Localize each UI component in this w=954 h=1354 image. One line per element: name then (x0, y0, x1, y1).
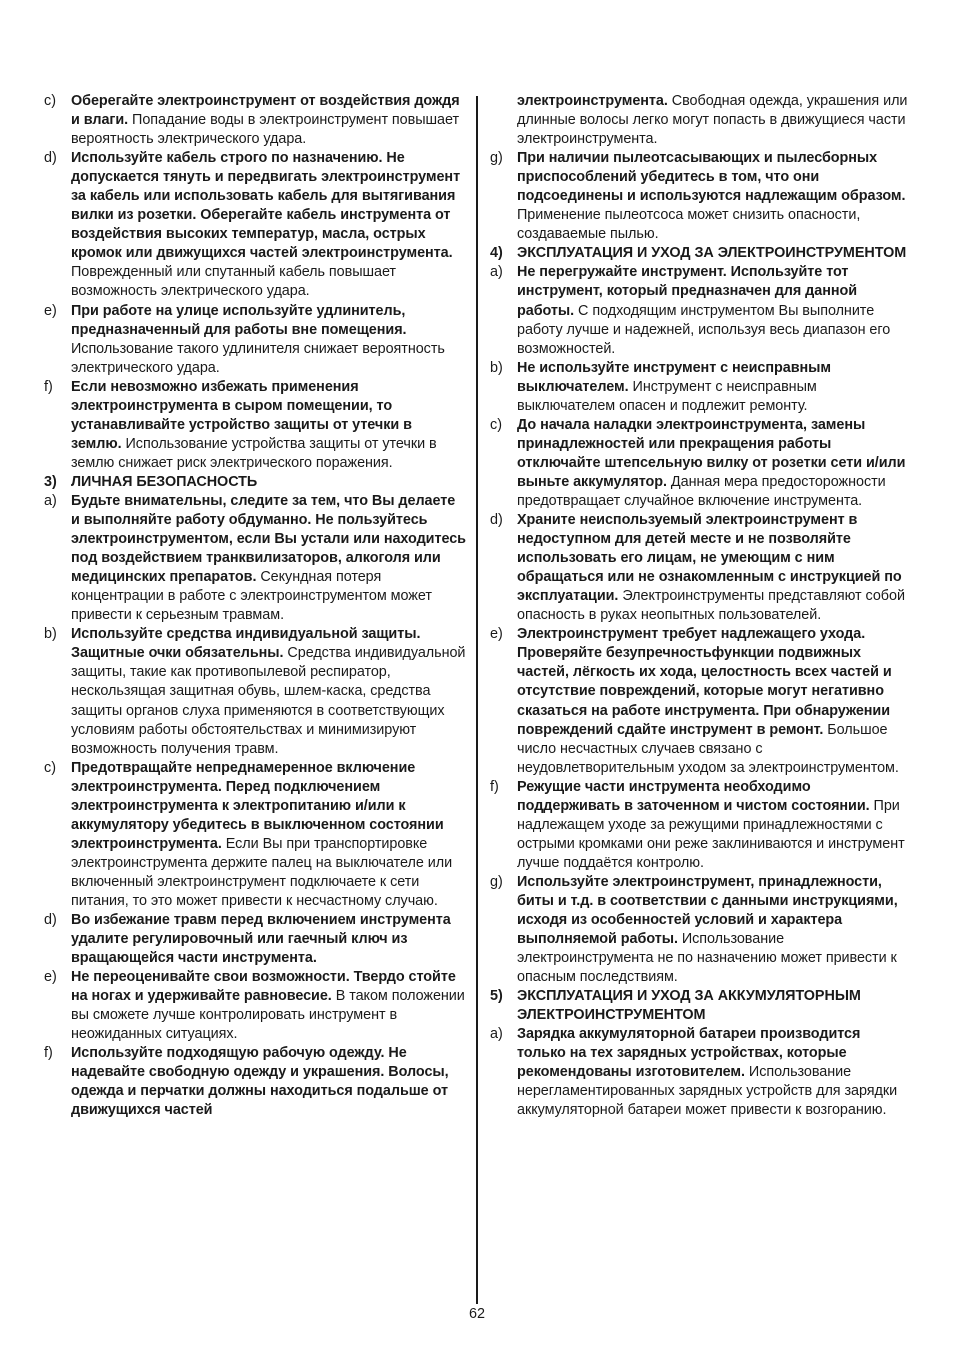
item-body-text: С подходящим инструментом Вы выполните работу лучше и надежней, используя весь диапазон его возможностей. (517, 302, 891, 357)
item-text (517, 873, 908, 987)
list-item (490, 149, 908, 244)
item-bold-text: ЛИЧНАЯ БЕЗОПАСНОСТЬ (71, 473, 258, 490)
item-label: 4) (490, 245, 503, 262)
item-bold-text: Зарядка аккумуляторной батареи производится только на тех зарядных устройствах, которые рекомендованы изготовителем. (517, 1026, 861, 1081)
item-bold-text: При работе на улице используйте удлинитель, предназначенный для работы вне помещения. (71, 302, 407, 338)
item-body-text: При надлежащем уходе за режущими принадлежностями с острыми кромками они реже заклиниваются и инструмент лучше поддаётся контролю. (517, 797, 905, 871)
item-label: g) (490, 150, 503, 167)
item-bold-text: Используйте средства индивидуальной защиты. Защитные очки обязательны. (71, 626, 421, 662)
item-bold-text: Во избежание травм перед включением инструмента удалите регулировочный или гаечный ключ из вращающейся части инструмента. (71, 912, 451, 967)
item-bold-text: Храните неиспользуемый электроинструмент в недоступном для детей месте и не позволяйте использовать его лицам, не умеющим с ним обращаться или не ознакомленным с инструкцией по эксплуатации. (517, 512, 902, 605)
item-label: a) (490, 1026, 503, 1043)
item-text (71, 968, 466, 1044)
item-bold-text: Режущие части инструмента необходимо поддерживать в заточенном и чистом состоянии. (517, 778, 870, 814)
section-heading (490, 987, 908, 1025)
item-body-text: Данная мера предосторожности предотвращает случайное включение инструмента. (517, 473, 886, 509)
item-text (517, 778, 908, 873)
item-body-text: Использование электроинструмента не по назначению может привести к опасным последствиям. (517, 931, 897, 986)
item-body-text: Поврежденный или спутанный кабель повышает возможность электрического удара. (71, 264, 396, 300)
item-bold-text: электроинструмента. (517, 93, 668, 109)
item-text (71, 149, 466, 301)
item-label: 3) (44, 473, 57, 490)
list-item (44, 492, 466, 625)
item-text (71, 625, 466, 758)
item-text (517, 149, 908, 244)
item-label: g) (490, 873, 503, 890)
item-bold-text: Если невозможно избежать применения электроинструмента в сыром помещении, то устанавливайте устройство защиты от утечки в землю. (71, 378, 412, 452)
list-item (490, 359, 908, 416)
item-label (490, 92, 517, 149)
item-bold-text: ЭКСПЛУАТАЦИЯ И УХОД ЗА АККУМУЛЯТОРНЫМ ЭЛЕКТРОИНСТРУМЕНТОМ (517, 988, 861, 1024)
item-bold-text: Предотвращайте непреднамеренное включение электроинструмента. Перед подключением электроинструмента к электропитанию и/или к аккумулятору убедитесь в выключенном состоянии электроинструмента. (71, 759, 444, 852)
item-body-text: Секундная потеря концентрации в работе с электроинструментом может привести к серьезным травмам. (71, 569, 432, 624)
list-item (490, 511, 908, 625)
item-bold-text: Используйте кабель строго по назначению. Не допускается тянуть и передвигать электроинструмент за кабель или использовать кабель для вытягивания вилки из розетки. Оберегайте кабель инструмента от воздействия высоких температур, масла, острых кромок или движущихся частей электроинструмента. (71, 150, 461, 262)
list-item (490, 778, 908, 873)
item-label: d) (44, 150, 57, 167)
right-column (490, 92, 908, 1121)
list-item (44, 968, 466, 1044)
item-body-text: Электроинструменты представляют собой опасность в руках неопытных пользователей. (517, 588, 905, 624)
item-body-text: Использование нерегламентированных зарядных устройств для зарядки аккумуляторной батареи может привести к возгоранию. (517, 1064, 898, 1119)
item-text (517, 1025, 908, 1120)
item-body-text: Инструмент с неисправным выключателем опасен и подлежит ремонту. (517, 378, 817, 414)
list-item (44, 625, 466, 758)
item-text (71, 759, 466, 911)
item-label: f) (44, 378, 53, 395)
item-body-text: Большое число несчастных случаев связано с неудовлетворительным уходом за электроинструментом. (517, 721, 899, 776)
item-text (517, 511, 908, 625)
item-bold-text: Не переоценивайте свои возможности. Твердо стойте на ногах и удерживайте равновесие. (71, 969, 456, 1005)
item-bold-text: Электроинструмент требует надлежащего ухода. Проверяйте безупречностьфункции подвижных частей, лёгкость их хода, целостность всех частей и отсутствие повреждений, которые могут негативно сказаться на работе инструмента. При обнаружении повреждений сдайте инструмент в ремонт. (517, 626, 892, 738)
item-label: c) (490, 416, 502, 433)
item-text (517, 359, 908, 416)
item-label: d) (44, 912, 57, 929)
item-bold-text: Используйте электроинструмент, принадлежности, биты и т.д. в соответствии с данными инструкциями, исходя из особенностей условий и характера выполняемой работы. (517, 873, 898, 948)
section-heading (490, 244, 908, 263)
list-item (490, 1025, 908, 1120)
list-item (490, 873, 908, 987)
left-column (44, 92, 466, 1121)
item-body-text: Свободная одежда, украшения или длинные волосы легко могут попасть в движущиеся части электроинструмента. (517, 93, 908, 148)
item-text (517, 987, 908, 1025)
column-divider (476, 96, 478, 1304)
item-bold-text: Используйте подходящую рабочую одежду. Не надевайте свободную одежду и украшения. Волосы, одежда и перчатки должны находиться подальше от движущихся частей (71, 1045, 449, 1119)
item-body-text: В таком положении вы сможете лучше контролировать инструмент в неожиданных ситуациях. (71, 988, 465, 1043)
item-text (71, 302, 466, 378)
item-label: c) (44, 93, 56, 109)
item-text (71, 92, 466, 149)
item-body-text: Если Вы при транспортировке электроинструмента держите палец на выключателе или включенный электроинструмент подключаете к сети питания, то это может привести к несчастному случаю. (71, 835, 453, 909)
item-label: b) (44, 626, 57, 643)
item-text (71, 473, 466, 492)
item-text (71, 1044, 466, 1120)
item-label: a) (44, 492, 57, 509)
item-bold-text: Будьте внимательны, следите за тем, что Вы делаете и выполняйте работу обдуманно. Не пользуйтесь электроинструментом, если Вы устали или находитесь под воздействием транквилизаторов, алкоголя или медицинских препаратов. (71, 492, 466, 586)
list-item (44, 149, 466, 301)
item-body-text: Попадание воды в электроинструмент повышает вероятность электрического удара. (71, 112, 459, 148)
item-label: f) (490, 778, 499, 795)
item-body-text: Использование устройства защиты от утечки в землю снижает риск электрического поражения. (71, 435, 437, 471)
item-label: e) (44, 969, 57, 986)
item-text (517, 416, 908, 511)
list-item (44, 759, 466, 911)
item-body-text: Применение пылеотсоса может снизить опасности, создаваемые пылью. (517, 207, 861, 243)
item-label: c) (44, 759, 56, 776)
item-label: d) (490, 512, 503, 529)
list-item (44, 1044, 466, 1120)
list-item (44, 92, 466, 149)
item-label: f) (44, 1045, 53, 1062)
item-bold-text: ЭКСПЛУАТАЦИЯ И УХОД ЗА ЭЛЕКТРОИНСТРУМЕНТОМ (517, 245, 907, 262)
item-bold-text: При наличии пылеотсасывающих и пылесборных приспособлений убедитесь в том, что они подсоединены и используются надлежащим образом. (517, 150, 906, 205)
item-label: e) (490, 626, 503, 643)
list-item (490, 625, 908, 777)
item-body-text: Средства индивидуальной защиты, такие как противопылевой респиратор, нескользящая защитная обувь, шлем-каска, средства защиты органов слуха применяются в соответствующих условиям работы обстоятельствах и минимизируют возможность получения травм. (71, 645, 466, 757)
item-label: a) (490, 264, 503, 281)
item-body-text: Использование такого удлинителя снижает вероятность электрического удара. (71, 340, 445, 376)
list-item (44, 302, 466, 378)
item-bold-text: До начала наладки электроинструмента, замены принадлежностей или прекращения работы отключайте штепсельную вилку от розетки сети и/или выньте аккумулятор. (517, 416, 906, 490)
item-bold-text: Оберегайте электроинструмент от воздействия дождя и влаги. (71, 93, 460, 129)
item-label: b) (490, 359, 503, 376)
list-item (44, 378, 466, 473)
list-item (490, 416, 908, 511)
item-bold-text: Не используйте инструмент с неисправным выключателем. (517, 359, 831, 395)
item-bold-text: Не перегружайте инструмент. Используйте тот инструмент, который предназначен для данной работы. (517, 264, 858, 319)
item-text (517, 244, 908, 263)
item-text (517, 263, 908, 358)
item-text (517, 92, 908, 149)
section-heading (44, 473, 466, 492)
item-text (71, 492, 466, 625)
list-item (44, 911, 466, 968)
item-label: e) (44, 302, 57, 319)
item-text (71, 911, 466, 968)
page-number: 62 (468, 1306, 485, 1322)
list-item (490, 92, 908, 149)
list-item (490, 263, 908, 358)
item-text (71, 378, 466, 473)
item-text (517, 625, 908, 777)
item-label: 5) (490, 988, 503, 1005)
